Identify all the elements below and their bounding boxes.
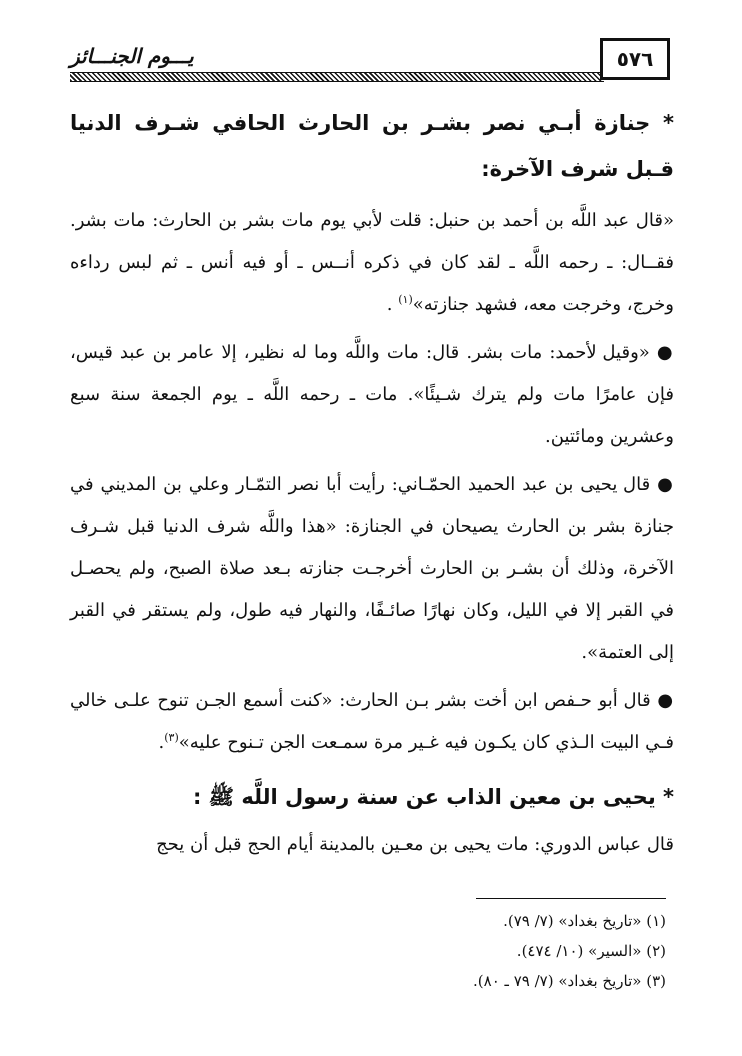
footnotes — [70, 906, 666, 996]
heading-star-icon: * — [663, 111, 675, 135]
paragraph-text: قال أبو حـفص ابن أخت بشر بـن الحارث: «كنت أسمع الجـن تنوح علـى خالي فـي البيت الـذي كان يكـون فيه غـير مرة سمـعت الجن تـنوح عليه» — [70, 690, 674, 753]
footnote-item: (٣) «تاريخ بغداد» (٧/ ٧٩ ـ ٨٠). — [473, 972, 666, 990]
section-heading-yahya — [70, 776, 674, 818]
footnote-item: (١) «تاريخ بغداد» (٧/ ٧٩). — [503, 912, 666, 930]
paragraph — [70, 332, 674, 458]
footnote-ref: (١) — [398, 293, 413, 306]
page-header — [70, 38, 670, 88]
footnote-item: (٢) «السير» (١٠/ ٤٧٤). — [516, 942, 666, 960]
heading-text: جنازة أبـي نصر بشـر بن الحارث الحافي شـرف الدنيا قـبل شرف الآخرة: — [70, 111, 674, 181]
paragraph — [70, 200, 674, 326]
paragraph-end: . — [386, 294, 399, 315]
paragraph-text: قال يحيى بن عبد الحميد الحمّـاني: رأيت أبا نصر التمّـار وعلي بن المديني في جنازة بشر بن الحارث يصيحان في الجنازة: «هذا واللَّه شرف الدنيا قبل شـرف الآخرة، وذلك أن بشـر بن الحارث أخرجـت جنازته بـعد صلاة الصبح، ولم يحصـل في القبر إلا في الليل، وكان نهارًا صائـفًا، والنهار فيه طول، ولم يستقر في القبر إلى العتمة». — [70, 474, 674, 663]
paragraph — [70, 824, 674, 866]
bullet-icon: ● — [657, 690, 674, 711]
footnote-ref: (٣) — [164, 731, 179, 744]
paragraph — [70, 464, 674, 674]
paragraph-text: قال عباس الدوري: مات يحيى بن معـين بالمدينة أيام الحج قبل أن يحج — [156, 834, 674, 855]
header-rule — [70, 72, 604, 82]
bullet-icon: ● — [656, 342, 674, 363]
bullet-icon: ● — [657, 474, 674, 495]
section-heading-bishr — [70, 100, 674, 192]
heading-text: يحيى بن معين الذاب عن سنة رسول اللَّه ﷺ : — [192, 785, 656, 809]
paragraph-end: . — [158, 732, 165, 753]
footnote-divider — [476, 898, 666, 899]
paragraph-text: «قال عبد اللَّه بن أحمد بن حنبل: قلت لأبي يوم مات بشر بن الحارث: مات بشر. فقــال: ـ رحمه اللَّه ـ لقد كان في ذكره أنــس ـ أو فيه أنس ـ ثم لبس رداءه وخرج، وخرجت معه، فشهد جنازته» — [70, 210, 674, 315]
heading-star-icon: * — [663, 785, 674, 809]
paragraph — [70, 680, 674, 764]
running-title: يـــوم الجنـــائز — [70, 44, 194, 68]
page-body — [70, 100, 674, 870]
page-number: ٥٧٦ — [600, 38, 670, 80]
paragraph-text: «وقيل لأحمد: مات بشر. قال: مات واللَّه وما له نظير، إلا عامر بن عبد قيس، فإن عامرًا مات ولم يترك شـيئًا». مات ـ رحمه اللَّه ـ يوم الجمعة سنة سبع وعشرين ومائتين. — [70, 342, 674, 447]
